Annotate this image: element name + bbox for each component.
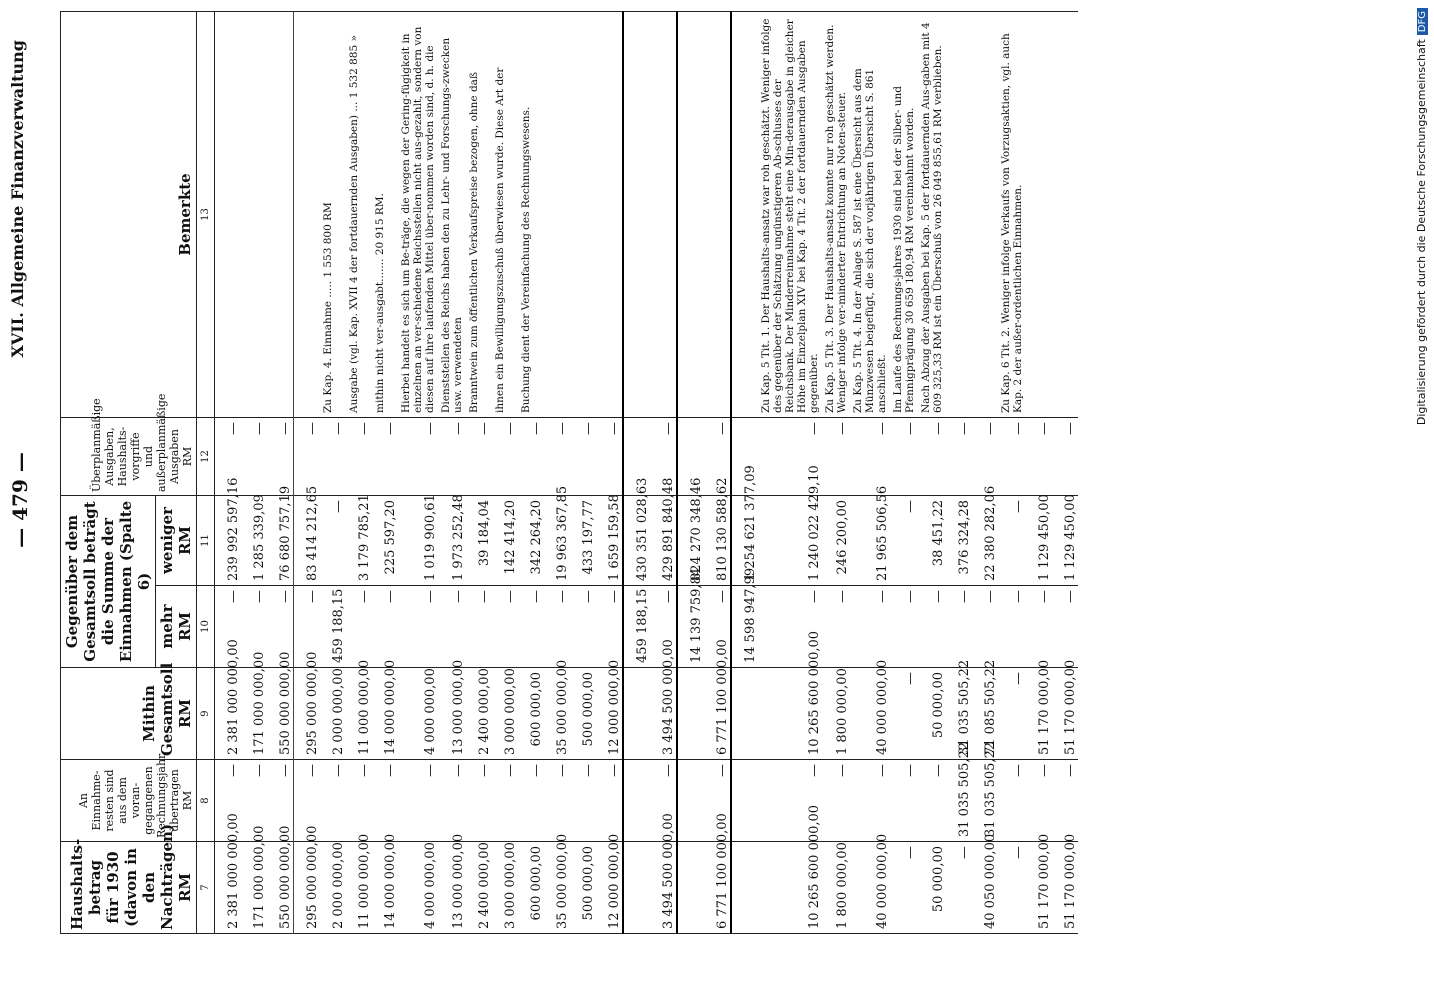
cell-c7: 11 000 000,00 [346, 842, 372, 934]
page-header [0, 0, 36, 1000]
cell-c9: 550 000 000,00 [267, 668, 294, 760]
table-row [972, 12, 998, 934]
table-row [1026, 12, 1052, 934]
cell-c12: — [998, 418, 1026, 496]
cell-c12: — [570, 418, 596, 496]
table-row [438, 12, 466, 934]
cell-c12: — [596, 418, 623, 496]
cell-c7: 500 000,00 [570, 842, 596, 934]
cell-c10: 14 598 947,99 [731, 586, 758, 668]
cell-c8: — [241, 760, 267, 842]
cell-c11: 225 597,20 [372, 496, 398, 586]
cell-c10: — [972, 586, 998, 668]
table-row [466, 12, 492, 934]
table-row [518, 12, 544, 934]
colnum: 12 [197, 418, 215, 496]
cell-c10: — [758, 586, 822, 668]
cell-c10: — [596, 586, 623, 668]
cell-c12: — [294, 418, 321, 496]
cell-c13 [731, 12, 758, 418]
cell-c10: — [438, 586, 466, 668]
cell-c10: — [294, 586, 321, 668]
cell-c9 [677, 668, 704, 760]
cell-c13: Dienststellen des Reichs haben den zu Lehr- und Forschungs-zwecken usw. verwendeten [438, 12, 466, 418]
colnum: 7 [197, 842, 215, 934]
cell-c13 [294, 12, 321, 418]
table-row [704, 12, 731, 934]
cell-c12: — [438, 418, 466, 496]
table-row [215, 12, 242, 934]
cell-c12: — [704, 418, 731, 496]
cell-c11: 342 264,20 [518, 496, 544, 586]
cell-c8 [623, 760, 650, 842]
cell-c13: Nach Abzug der Ausgaben bei Kap. 5 der fortdauernden Aus-gaben mit 4 609 325,33 RM ist ein Überschuß von 26 049 855,61 RM verblieben. [918, 12, 946, 418]
cell-c10: — [518, 586, 544, 668]
cell-c12: — [850, 418, 890, 496]
cell-c10: — [466, 586, 492, 668]
cell-c11: 1 285 339,09 [241, 496, 267, 586]
finance-table [60, 11, 1078, 934]
cell-c12: — [822, 418, 850, 496]
cell-c11: 429 891 840,48 [650, 496, 677, 586]
cell-c8: — [890, 760, 918, 842]
cell-c7 [623, 842, 650, 934]
cell-c12: — [890, 418, 918, 496]
cell-c9: 12 000 000,00 [596, 668, 623, 760]
cell-c10: — [1052, 586, 1078, 668]
cell-c7: 12 000 000,00 [596, 842, 623, 934]
cell-c10: — [1026, 586, 1052, 668]
colnum: 9 [197, 668, 215, 760]
dfg-logo: DFG [1417, 8, 1428, 35]
cell-c7: 3 494 500 000,00 [650, 842, 677, 934]
cell-c13: Zu Kap. 4. Einnahme ..... 1 553 800 RM [320, 12, 346, 418]
cell-c13: mithin nicht ver-ausgabt....... 20 915 RM. [372, 12, 398, 418]
cell-c8: — [918, 760, 946, 842]
cell-c7: 6 771 100 000,00 [704, 842, 731, 934]
cell-c7: 13 000 000,00 [438, 842, 466, 934]
cell-c8 [677, 760, 704, 842]
cell-c10: — [850, 586, 890, 668]
cell-c12: — [466, 418, 492, 496]
cell-c9: 51 170 000,00 [1052, 668, 1078, 760]
cell-c11: 430 351 028,63 [623, 496, 650, 586]
cell-c7: 51 170 000,00 [1026, 842, 1052, 934]
cell-c11: 810 130 588,62 [704, 496, 731, 586]
cell-c13: Buchung dient der Vereinfachung des Rechnungswesens. [518, 12, 544, 418]
cell-c7 [731, 842, 758, 934]
cell-c7: 10 265 600 000,00 [758, 842, 822, 934]
cell-c11: 39 184,04 [466, 496, 492, 586]
table-row [822, 12, 850, 934]
cell-c8: — [466, 760, 492, 842]
cell-c7: — [998, 842, 1026, 934]
cell-c12: — [241, 418, 267, 496]
cell-c13 [215, 12, 242, 418]
cell-c12: — [398, 418, 438, 496]
colnum: 10 [197, 586, 215, 668]
cell-c7: 51 170 000,00 [1052, 842, 1078, 934]
page-number: — 479 — [8, 452, 32, 548]
table-row [492, 12, 518, 934]
cell-c11: 1 240 022 429,10 [758, 496, 822, 586]
cell-c8: — [438, 760, 466, 842]
cell-c9: 31 035 505,22 [946, 668, 972, 760]
table-row [758, 12, 822, 934]
cell-c13 [267, 12, 294, 418]
cell-c8: — [544, 760, 570, 842]
cell-c10: — [544, 586, 570, 668]
colnum: 8 [197, 760, 215, 842]
cell-c11: 376 324,28 [946, 496, 972, 586]
cell-c11: 76 680 757,19 [267, 496, 294, 586]
cell-c8: — [1026, 760, 1052, 842]
cell-c9: 2 381 000 000,00 [215, 668, 242, 760]
cell-c8: — [372, 760, 398, 842]
cell-c12: — [492, 418, 518, 496]
cell-c13 [241, 12, 267, 418]
table-row [731, 12, 758, 934]
cell-c11: 38 451,22 [918, 496, 946, 586]
cell-c13: Zu Kap. 5 Tit. 1. Der Haushalts-ansatz war roh geschätzt. Weniger infolge des gegenüber der Schätzung ungünstigeren Ab-schlusses der Reichsbank. Der Minderreinnahme steht eine Min-derausgabe in gleicher Höhe im Einzelplan XIV bei Kap. 4 Tit. 2 der fortdauernden Ausgaben gegenüber. [758, 12, 822, 418]
cell-c12: — [267, 418, 294, 496]
cell-c11: 22 380 282,06 [972, 496, 998, 586]
cell-c9: 35 000 000,00 [544, 668, 570, 760]
cell-c11: 3 179 785,21 [346, 496, 372, 586]
cell-c10: — [570, 586, 596, 668]
cell-c10: — [215, 586, 242, 668]
cell-c8: — [518, 760, 544, 842]
table-row [320, 12, 346, 934]
cell-c13 [677, 12, 704, 418]
cell-c7: 4 000 000,00 [398, 842, 438, 934]
cell-c12: — [946, 418, 972, 496]
cell-c8: — [320, 760, 346, 842]
cell-c10: — [372, 586, 398, 668]
cell-c11: — [890, 496, 918, 586]
cell-c8: — [850, 760, 890, 842]
table-row [623, 12, 650, 934]
cell-c9: 6 771 100 000,00 [704, 668, 731, 760]
cell-c7: — [946, 842, 972, 934]
cell-c10: — [890, 586, 918, 668]
cell-c9: 4 000 000,00 [398, 668, 438, 760]
cell-c10: — [998, 586, 1026, 668]
cell-c7: 171 000 000,00 [241, 842, 267, 934]
cell-c9: 11 000 000,00 [346, 668, 372, 760]
cell-c12: — [758, 418, 822, 496]
credit-text: Digitalisierung gefördert durch die Deutsche Forschungsgemeinschaft [1415, 39, 1428, 426]
cell-c12: — [544, 418, 570, 496]
cell-c9: 500 000,00 [570, 668, 596, 760]
cell-c12: — [346, 418, 372, 496]
cell-c8: — [704, 760, 731, 842]
cell-c13: ihnen ein Bewilligungszuschuß überwiesen wurde. Diese Art der [492, 12, 518, 418]
col-bemerkte: Bemerkte [61, 12, 197, 418]
table-row [946, 12, 972, 934]
cell-c8: — [596, 760, 623, 842]
cell-c10: — [822, 586, 850, 668]
cell-c13 [946, 12, 972, 418]
table-row [1052, 12, 1078, 934]
table-row [398, 12, 438, 934]
cell-c8: — [294, 760, 321, 842]
table-row [241, 12, 267, 934]
table-row [677, 12, 704, 934]
cell-c13: Branntwein zum öffentlichen Verkaufspreise bezogen, ohne daß [466, 12, 492, 418]
cell-c13: Im Laufe des Rechnungs-jahres 1930 sind bei der Silber- und Pfennigprägung 30 659 180,94 RM vereinnahmt worden. [890, 12, 918, 418]
cell-c7: 2 400 000,00 [466, 842, 492, 934]
col-gesamtsoll: Mithin Gesamtsoll RM [61, 668, 197, 760]
cell-c11: — [998, 496, 1026, 586]
cell-c11: 239 992 597,16 [215, 496, 242, 586]
cell-c7: 40 000 000,00 [850, 842, 890, 934]
col-haushaltsbetrag: Haushalts-betrag für 1930 (davon in den Nachträgen) RM [61, 842, 197, 934]
table-row [267, 12, 294, 934]
table-row [346, 12, 372, 934]
cell-c8: — [398, 760, 438, 842]
col-mehr: mehr RM [156, 586, 197, 668]
cell-c8: — [492, 760, 518, 842]
cell-c8: — [758, 760, 822, 842]
cell-c10: 459 188,15 [623, 586, 650, 668]
cell-c12: — [518, 418, 544, 496]
table-row [918, 12, 946, 934]
table-row [998, 12, 1026, 934]
digitization-credit [1415, 8, 1428, 425]
cell-c10: — [398, 586, 438, 668]
cell-c13: Zu Kap. 5 Tit. 3. Der Haushalts-ansatz konnte nur roh geschätzt werden. Weniger infolge ver-minderter Entrichtung an Noten-steuer. [822, 12, 850, 418]
cell-c8: — [998, 760, 1026, 842]
cell-c12: — [215, 418, 242, 496]
cell-c7: 3 000 000,00 [492, 842, 518, 934]
cell-c9: 50 000,00 [918, 668, 946, 760]
cell-c8: — [267, 760, 294, 842]
cell-c9: 71 085 505,22 [972, 668, 998, 760]
table-row [294, 12, 321, 934]
cell-c12: — [1026, 418, 1052, 496]
cell-c7: 35 000 000,00 [544, 842, 570, 934]
cell-c12: — [918, 418, 946, 496]
cell-c11: 83 414 212,65 [294, 496, 321, 586]
cell-c9 [623, 668, 650, 760]
table-row [544, 12, 570, 934]
cell-c9: 14 000 000,00 [372, 668, 398, 760]
cell-c8: — [215, 760, 242, 842]
cell-c10: — [346, 586, 372, 668]
cell-c9: 171 000 000,00 [241, 668, 267, 760]
cell-c11: 142 414,20 [492, 496, 518, 586]
cell-c9: 40 000 000,00 [850, 668, 890, 760]
cell-c9: 1 800 000,00 [822, 668, 850, 760]
cell-c7: 40 050 000,00 [972, 842, 998, 934]
cell-c13 [972, 12, 998, 418]
table-row [570, 12, 596, 934]
col-weniger: weniger RM [156, 496, 197, 586]
cell-c11: 824 270 348,46 [677, 496, 704, 586]
cell-c11: 1 019 900,61 [398, 496, 438, 586]
cell-c11: 1 129 450,00 [1052, 496, 1078, 586]
cell-c13 [544, 12, 570, 418]
table-row [850, 12, 890, 934]
cell-c11: 433 197,77 [570, 496, 596, 586]
cell-c13 [623, 12, 650, 418]
cell-c10: — [946, 586, 972, 668]
cell-c7: 2 381 000 000,00 [215, 842, 242, 934]
cell-c10: — [267, 586, 294, 668]
cell-c13: Ausgabe (vgl. Kap. XVII 4 der fortdauernden Ausgaben) ... 1 532 885 » [346, 12, 372, 418]
table-row [890, 12, 918, 934]
cell-c13: Hierbei handelt es sich um Be-träge, die wegen der Gering-fügigkeit in einzelnen an ver-schiedene Reichsstellen nicht aus-gezahlt, sondern von diesen auf ihre laufenden Mittel über-nommen worden sind, d. h. die [398, 12, 438, 418]
cell-c11: 19 963 367,85 [544, 496, 570, 586]
cell-c13 [570, 12, 596, 418]
table-row [372, 12, 398, 934]
cell-c9: 3 494 500 000,00 [650, 668, 677, 760]
cell-c7: 2 000 000,00 [320, 842, 346, 934]
col-einnahmereste: An Einnahme-resten sind aus dem voran-gegangenen Rechnungsjahr übertragen RM [61, 760, 197, 842]
col-ueberplanmaessig: Überplanmäßige Ausgaben, Haushalts-vorgriffe und außerplanmäßige Ausgaben RM [61, 418, 197, 496]
cell-c11: — [320, 496, 346, 586]
cell-c7: — [890, 842, 918, 934]
cell-c7: 14 000 000,00 [372, 842, 398, 934]
cell-c12: — [650, 418, 677, 496]
cell-c10: — [918, 586, 946, 668]
cell-c11: 1 254 621 377,09 [731, 496, 758, 586]
cell-c12: — [320, 418, 346, 496]
cell-c8: — [822, 760, 850, 842]
cell-c13: Zu Kap. 5 Tit. 4. In der Anlage S. 587 ist eine Übersicht aus dem Münzwesen beigefügt, die sich der vorjährigen Übersicht S. 861 anschließt. [850, 12, 890, 418]
cell-c12: — [972, 418, 998, 496]
cell-c7: 50 000,00 [918, 842, 946, 934]
cell-c10: — [241, 586, 267, 668]
cell-c11: 1 973 252,48 [438, 496, 466, 586]
cell-c11: 1 659 159,58 [596, 496, 623, 586]
cell-c12: — [372, 418, 398, 496]
cell-c8: — [570, 760, 596, 842]
cell-c10: 14 139 759,84 [677, 586, 704, 668]
cell-c10: — [650, 586, 677, 668]
cell-c9 [731, 668, 758, 760]
cell-c7: 550 000 000,00 [267, 842, 294, 934]
cell-c10: — [492, 586, 518, 668]
cell-c9: 13 000 000,00 [438, 668, 466, 760]
cell-c9: 2 000 000,00 [320, 668, 346, 760]
cell-c13 [704, 12, 731, 418]
cell-c8: 31 035 505,22 [972, 760, 998, 842]
cell-c7: 1 800 000,00 [822, 842, 850, 934]
cell-c8 [731, 760, 758, 842]
cell-c13 [596, 12, 623, 418]
cell-c13 [650, 12, 677, 418]
cell-c7: 295 000 000,00 [294, 842, 321, 934]
cell-c11: 21 965 506,56 [850, 496, 890, 586]
cell-c9: 51 170 000,00 [1026, 668, 1052, 760]
cell-c9: 3 000 000,00 [492, 668, 518, 760]
colnum: 11 [197, 496, 215, 586]
cell-c8: — [1052, 760, 1078, 842]
cell-c9: 10 265 600 000,00 [758, 668, 822, 760]
cell-c9: — [998, 668, 1026, 760]
cell-c13 [1052, 12, 1078, 418]
cell-c7: 600 000,00 [518, 842, 544, 934]
table-row [650, 12, 677, 934]
cell-c11: 1 129 450,00 [1026, 496, 1052, 586]
table-row [596, 12, 623, 934]
cell-c11: 246 200,00 [822, 496, 850, 586]
cell-c10: — [704, 586, 731, 668]
col-group-summe: Gegenüber dem Gesamtsoll beträgt die Summe der Einnahmen (Spalte 6) [61, 496, 156, 668]
cell-c10: 459 188,15 [320, 586, 346, 668]
cell-c8: — [650, 760, 677, 842]
cell-c9: 600 000,00 [518, 668, 544, 760]
cell-c12: — [1052, 418, 1078, 496]
colnum: 13 [197, 12, 215, 418]
cell-c8: 31 035 505,22 [946, 760, 972, 842]
cell-c9: 295 000 000,00 [294, 668, 321, 760]
cell-c9: 2 400 000,00 [466, 668, 492, 760]
section-title: XVII. Allgemeine Finanzverwaltung [8, 40, 27, 358]
cell-c13 [1026, 12, 1052, 418]
cell-c13: Zu Kap. 6 Tit. 2. Weniger infolge Verkaufs von Vorzugsaktien, vgl. auch Kap. 2 der außer-ordentlichen Einnahmen. [998, 12, 1026, 418]
cell-c9: — [890, 668, 918, 760]
cell-c7 [677, 842, 704, 934]
cell-c8: — [346, 760, 372, 842]
